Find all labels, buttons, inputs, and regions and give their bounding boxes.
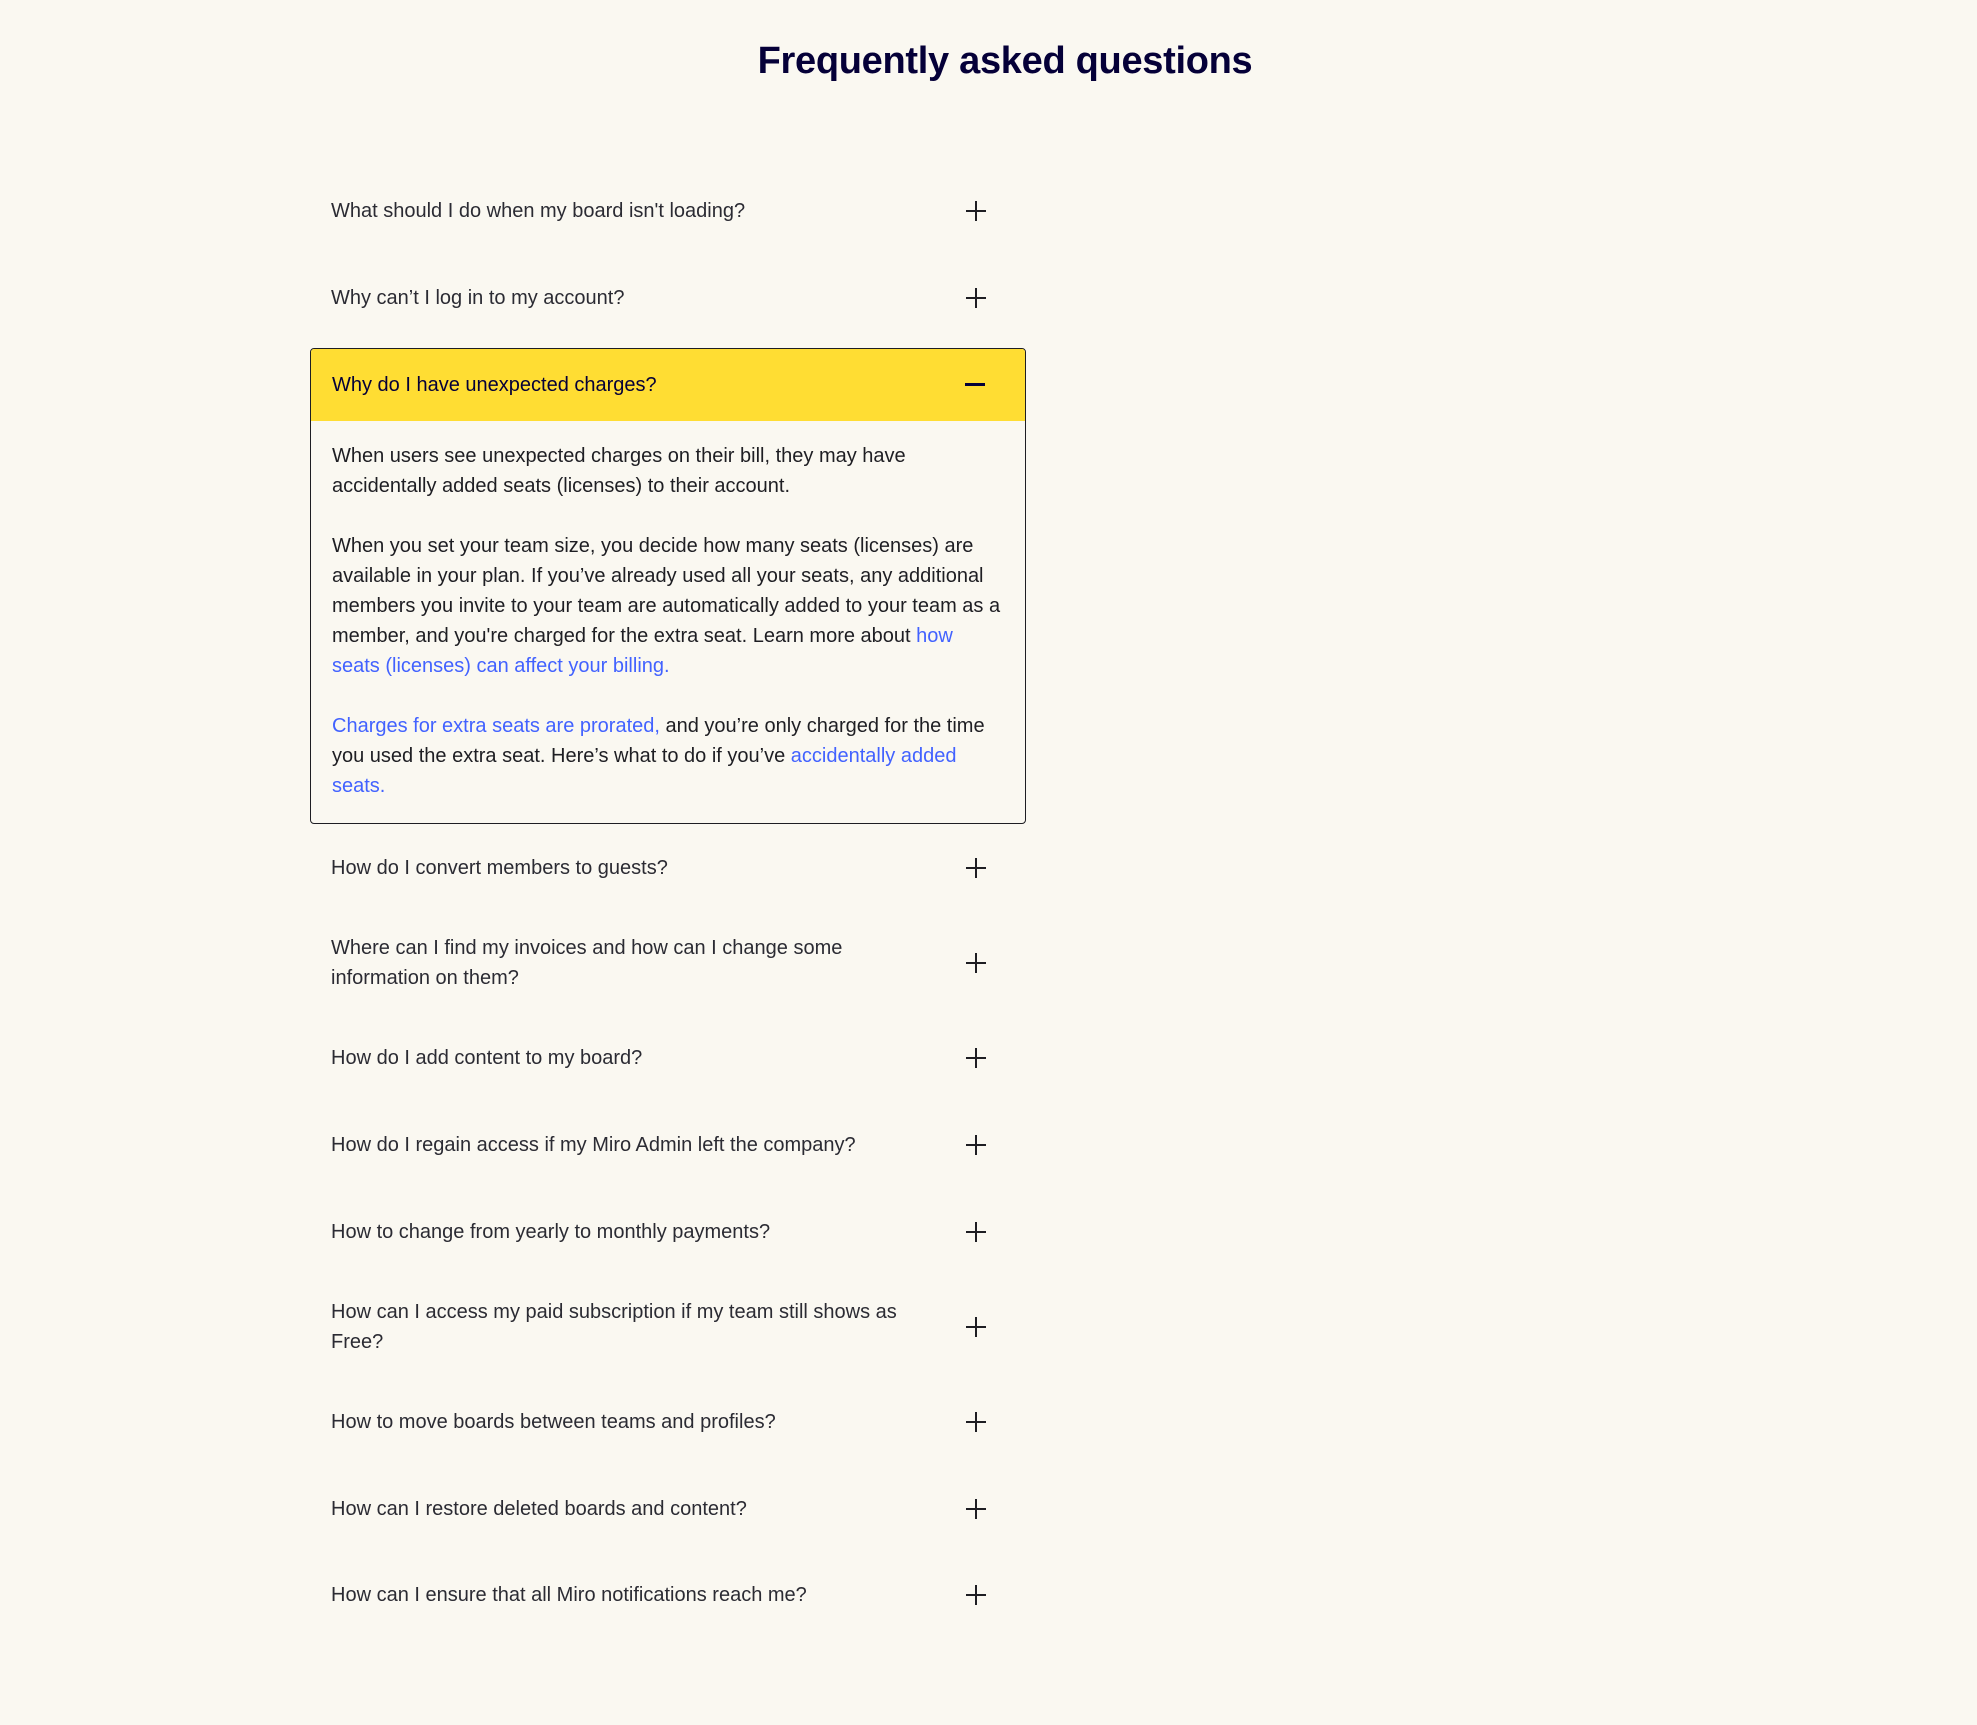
expand-button[interactable] — [956, 278, 996, 318]
faq-item — [310, 832, 1026, 904]
faq-item-expanded — [310, 348, 1026, 824]
faq-list — [310, 175, 1026, 1631]
page-title: Frequently asked questions — [757, 40, 1253, 82]
faq-question: How do I convert members to guests? — [331, 857, 668, 879]
faq-item — [310, 1473, 1026, 1545]
answer-text: When you set your team size, you decide how many seats (licenses) are available in your plan. If you’ve already used all your seats, any additional members you invite to your team are automatically added to your team as a member, and you're charged for the extra seat. Learn more about — [332, 535, 1001, 647]
faq-question: How to change from yearly to monthly payments? — [331, 1221, 771, 1243]
faq-item — [310, 175, 1026, 247]
expand-button[interactable] — [956, 1212, 996, 1252]
minus-icon — [965, 375, 985, 395]
faq-question: How do I add content to my board? — [331, 1047, 643, 1069]
faq-toggle-regain-access[interactable] — [310, 1109, 1026, 1181]
prorated-charges-link[interactable]: Charges for extra seats are prorated, — [332, 715, 660, 737]
faq-item — [310, 1022, 1026, 1094]
faq-question: How can I access my paid subscription if my team still shows as Free? — [331, 1301, 897, 1353]
plus-icon — [966, 953, 986, 973]
faq-toggle-invoices[interactable] — [310, 918, 1026, 1008]
plus-icon — [966, 288, 986, 308]
faq-item — [310, 918, 1026, 1008]
faq-question: Where can I find my invoices and how can I change some information on them? — [331, 937, 843, 989]
expand-button[interactable] — [956, 1402, 996, 1442]
plus-icon — [966, 1412, 986, 1432]
answer-text: and you’re only charged for the time you used the extra seat. Here’s what to do if you’ve — [332, 715, 985, 767]
faq-item — [310, 1559, 1026, 1631]
accidentally-added-seats-link[interactable]: accidentally added seats. — [332, 745, 957, 797]
expand-button[interactable] — [956, 848, 996, 888]
faq-item — [310, 1109, 1026, 1181]
answer-paragraph — [332, 531, 1004, 681]
faq-question: Why can’t I log in to my account? — [331, 287, 625, 309]
faq-toggle-cant-log-in[interactable] — [310, 262, 1026, 334]
faq-item — [310, 1386, 1026, 1458]
plus-icon — [966, 1585, 986, 1605]
plus-icon — [966, 1317, 986, 1337]
faq-toggle-unexpected-charges[interactable] — [311, 349, 1025, 421]
expand-button[interactable] — [956, 1489, 996, 1529]
expand-button[interactable] — [956, 1307, 996, 1347]
faq-question: How can I restore deleted boards and content? — [331, 1498, 747, 1520]
faq-toggle-yearly-monthly[interactable] — [310, 1196, 1026, 1268]
plus-icon — [966, 1499, 986, 1519]
faq-toggle-board-not-loading[interactable] — [310, 175, 1026, 247]
faq-toggle-move-boards[interactable] — [310, 1386, 1026, 1458]
faq-question: How to move boards between teams and profiles? — [331, 1411, 776, 1433]
faq-question: How do I regain access if my Miro Admin left the company? — [331, 1134, 856, 1156]
expand-button[interactable] — [956, 1575, 996, 1615]
faq-toggle-paid-subscription[interactable] — [310, 1282, 1026, 1372]
collapse-button[interactable] — [955, 365, 995, 405]
expand-button[interactable] — [956, 1125, 996, 1165]
faq-question: How can I ensure that all Miro notifications reach me? — [331, 1584, 807, 1606]
faq-item — [310, 1282, 1026, 1372]
answer-paragraph — [332, 711, 1004, 801]
faq-question: Why do I have unexpected charges? — [332, 374, 657, 396]
faq-question: What should I do when my board isn't loading? — [331, 200, 746, 222]
faq-toggle-add-content[interactable] — [310, 1022, 1026, 1094]
plus-icon — [966, 1222, 986, 1242]
answer-paragraph: When users see unexpected charges on their bill, they may have accidentally added seats (licenses) to their account. — [332, 445, 906, 497]
expand-button[interactable] — [956, 943, 996, 983]
expand-button[interactable] — [956, 191, 996, 231]
faq-item — [310, 262, 1026, 334]
plus-icon — [966, 858, 986, 878]
faq-toggle-restore-boards[interactable] — [310, 1473, 1026, 1545]
expand-button[interactable] — [956, 1038, 996, 1078]
seats-billing-link[interactable]: how seats (licenses) can affect your billing. — [332, 625, 953, 677]
plus-icon — [966, 201, 986, 221]
faq-toggle-convert-members[interactable] — [310, 832, 1026, 904]
faq-toggle-notifications[interactable] — [310, 1559, 1026, 1631]
faq-item — [310, 1196, 1026, 1268]
faq-answer — [311, 421, 1025, 823]
plus-icon — [966, 1135, 986, 1155]
plus-icon — [966, 1048, 986, 1068]
